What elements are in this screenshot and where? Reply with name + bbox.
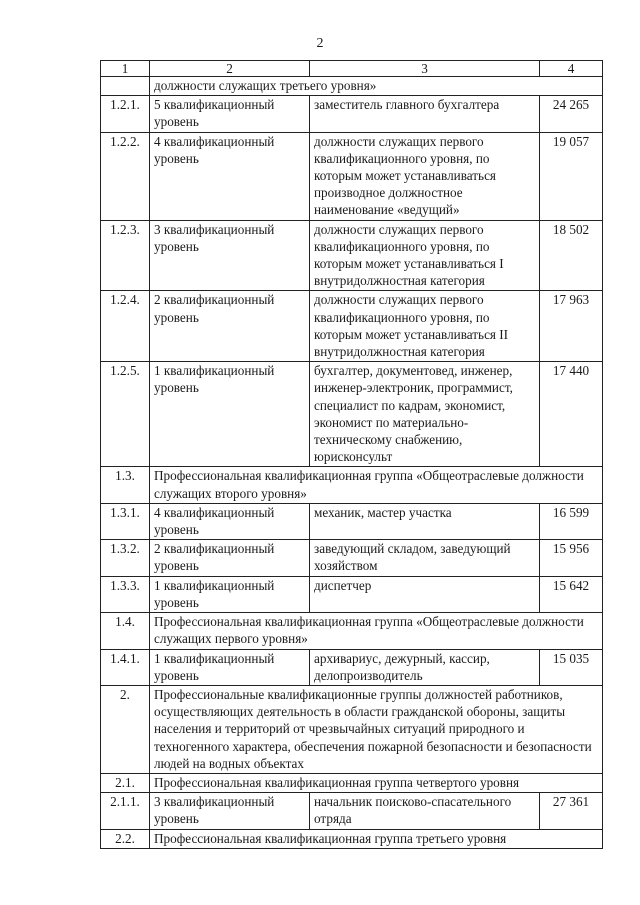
positions-list: заместитель главного бухгалтера bbox=[310, 96, 540, 132]
positions-list: должности служащих первого квалификационного уровня, по которым может устанавливаться I внутридолжностная категория bbox=[310, 220, 540, 291]
table-row bbox=[101, 220, 603, 291]
table-row bbox=[101, 649, 603, 685]
table-row bbox=[101, 540, 603, 576]
table-row bbox=[101, 576, 603, 612]
header-cell: 2 bbox=[150, 61, 310, 77]
qualification-level: 2 квалификационный уровень bbox=[150, 540, 310, 576]
salary-amount: 24 265 bbox=[540, 96, 603, 132]
salary-amount: 27 361 bbox=[540, 793, 603, 829]
salary-amount: 15 035 bbox=[540, 649, 603, 685]
qualification-level: 3 квалификационный уровень bbox=[150, 220, 310, 291]
salary-amount: 15 956 bbox=[540, 540, 603, 576]
positions-list: архивариус, дежурный, кассир, делопроизводитель bbox=[310, 649, 540, 685]
section-number: 2.2. bbox=[101, 829, 150, 848]
salary-amount: 18 502 bbox=[540, 220, 603, 291]
table-header-row bbox=[101, 61, 603, 77]
table-row bbox=[101, 291, 603, 362]
salary-amount: 17 440 bbox=[540, 362, 603, 467]
table-row bbox=[101, 503, 603, 539]
qualification-level: 1 квалификационный уровень bbox=[150, 576, 310, 612]
header-cell: 1 bbox=[101, 61, 150, 77]
page-number: 2 bbox=[316, 36, 324, 51]
section-row bbox=[101, 467, 603, 503]
positions-list: должности служащих первого квалификационного уровня, по которым может устанавливаться производное должностное наименование «ведущий» bbox=[310, 132, 540, 220]
section-title: Профессиональные квалификационные группы должностей работников, осуществляющих деятельность в области гражданской обороны, защиты населения и территорий от чрезвычайных ситуаций природного и техногенного характера, обеспечения пожарной безопасности и безопасности людей на водных объектах bbox=[150, 685, 603, 773]
section-row bbox=[101, 685, 603, 773]
salary-amount: 15 642 bbox=[540, 576, 603, 612]
row-number: 1.3.1. bbox=[101, 503, 150, 539]
section-title: Профессиональная квалификационная группа «Общеотраслевые должности служащих второго уровня» bbox=[150, 467, 603, 503]
positions-list: бухгалтер, документовед, инженер, инженер-электроник, программист, специалист по кадрам, экономист, экономист по материально-техническому снабжению, юрисконсульт bbox=[310, 362, 540, 467]
section-number: 1.4. bbox=[101, 613, 150, 649]
section-row bbox=[101, 773, 603, 792]
row-number: 1.3.3. bbox=[101, 576, 150, 612]
section-number: 1.3. bbox=[101, 467, 150, 503]
row-number: 1.2.1. bbox=[101, 96, 150, 132]
row-number: 1.3.2. bbox=[101, 540, 150, 576]
continuation-row bbox=[101, 77, 603, 96]
section-row bbox=[101, 613, 603, 649]
row-number: 1.2.5. bbox=[101, 362, 150, 467]
section-title: Профессиональная квалификационная группа четвертого уровня bbox=[150, 773, 603, 792]
qualification-level: 5 квалификационный уровень bbox=[150, 96, 310, 132]
row-number: 1.2.2. bbox=[101, 132, 150, 220]
table-row bbox=[101, 362, 603, 467]
section-title: Профессиональная квалификационная группа «Общеотраслевые должности служащих первого уровня» bbox=[150, 613, 603, 649]
table-row bbox=[101, 132, 603, 220]
section-number: 2. bbox=[101, 685, 150, 773]
salary-amount: 16 599 bbox=[540, 503, 603, 539]
row-number: 1.2.4. bbox=[101, 291, 150, 362]
continuation-text: должности служащих третьего уровня» bbox=[150, 77, 603, 96]
salary-amount: 17 963 bbox=[540, 291, 603, 362]
positions-list: механик, мастер участка bbox=[310, 503, 540, 539]
qualification-level: 4 квалификационный уровень bbox=[150, 132, 310, 220]
table-row bbox=[101, 96, 603, 132]
qualification-level: 1 квалификационный уровень bbox=[150, 649, 310, 685]
row-number: 1.2.3. bbox=[101, 220, 150, 291]
section-title: Профессиональная квалификационная группа третьего уровня bbox=[150, 829, 603, 848]
qualification-level: 3 квалификационный уровень bbox=[150, 793, 310, 829]
header-cell: 3 bbox=[310, 61, 540, 77]
empty-cell bbox=[101, 77, 150, 96]
qualification-level: 2 квалификационный уровень bbox=[150, 291, 310, 362]
header-cell: 4 bbox=[540, 61, 603, 77]
row-number: 1.4.1. bbox=[101, 649, 150, 685]
positions-list: заведующий складом, заведующий хозяйством bbox=[310, 540, 540, 576]
table-row bbox=[101, 793, 603, 829]
qualification-level: 1 квалификационный уровень bbox=[150, 362, 310, 467]
section-number: 2.1. bbox=[101, 773, 150, 792]
positions-list: начальник поисково-спасательного отряда bbox=[310, 793, 540, 829]
salary-amount: 19 057 bbox=[540, 132, 603, 220]
positions-list: диспетчер bbox=[310, 576, 540, 612]
row-number: 2.1.1. bbox=[101, 793, 150, 829]
section-row bbox=[101, 829, 603, 848]
salary-table bbox=[100, 60, 603, 849]
qualification-level: 4 квалификационный уровень bbox=[150, 503, 310, 539]
positions-list: должности служащих первого квалификационного уровня, по которым может устанавливаться II внутридолжностная категория bbox=[310, 291, 540, 362]
